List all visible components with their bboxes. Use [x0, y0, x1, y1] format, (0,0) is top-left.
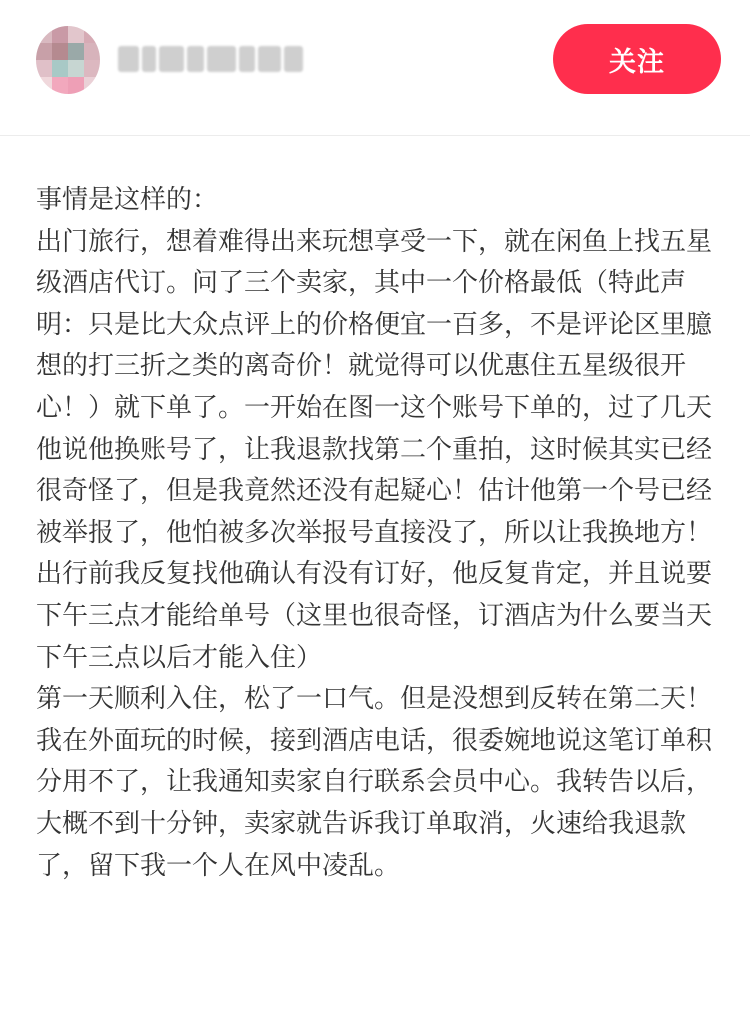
paragraph: 事情是这样的： — [36, 185, 219, 215]
follow-button[interactable]: 关注 — [553, 24, 721, 94]
avatar[interactable] — [36, 26, 100, 94]
post-content — [36, 180, 720, 887]
username-blurred[interactable] — [118, 42, 303, 76]
paragraph: 出行前我反复找他确认有没有订好，他反复肯定，并且说要下午三点才能给单号（这里也很奇怪，订酒店为什么要当天下午三点以后才能入住） — [36, 559, 713, 673]
paragraph: 出门旅行，想着难得出来玩想享受一下，就在闲鱼上找五星级酒店代订。问了三个卖家，其中一个价格最低（特此声明：只是比大众点评上的价格便宜一百多，不是评论区里臆想的打三折之类的离奇价！就觉得可以优惠住五星级很开心！）就下单了。一开始在图一这个账号下单的，过了几天他说他换账号了，让我退款找第二个重拍，这时候其实已经很奇怪了，但是我竟然还没有起疑心！估计他第一个号已经被举报了，他怕被多次举报号直接没了，所以让我换地方！ — [36, 226, 713, 548]
paragraph: 我在外面玩的时候，接到酒店电话，很委婉地说这笔订单积分用不了，让我通知卖家自行联系会员中心。我转告以后，大概不到十分钟，卖家就告诉我订单取消，火速给我退款了，留下我一个人在风中凌乱。 — [36, 725, 713, 881]
paragraph: 第一天顺利入住，松了一口气。但是没想到反转在第二天！ — [36, 684, 713, 715]
post-header — [0, 0, 750, 136]
